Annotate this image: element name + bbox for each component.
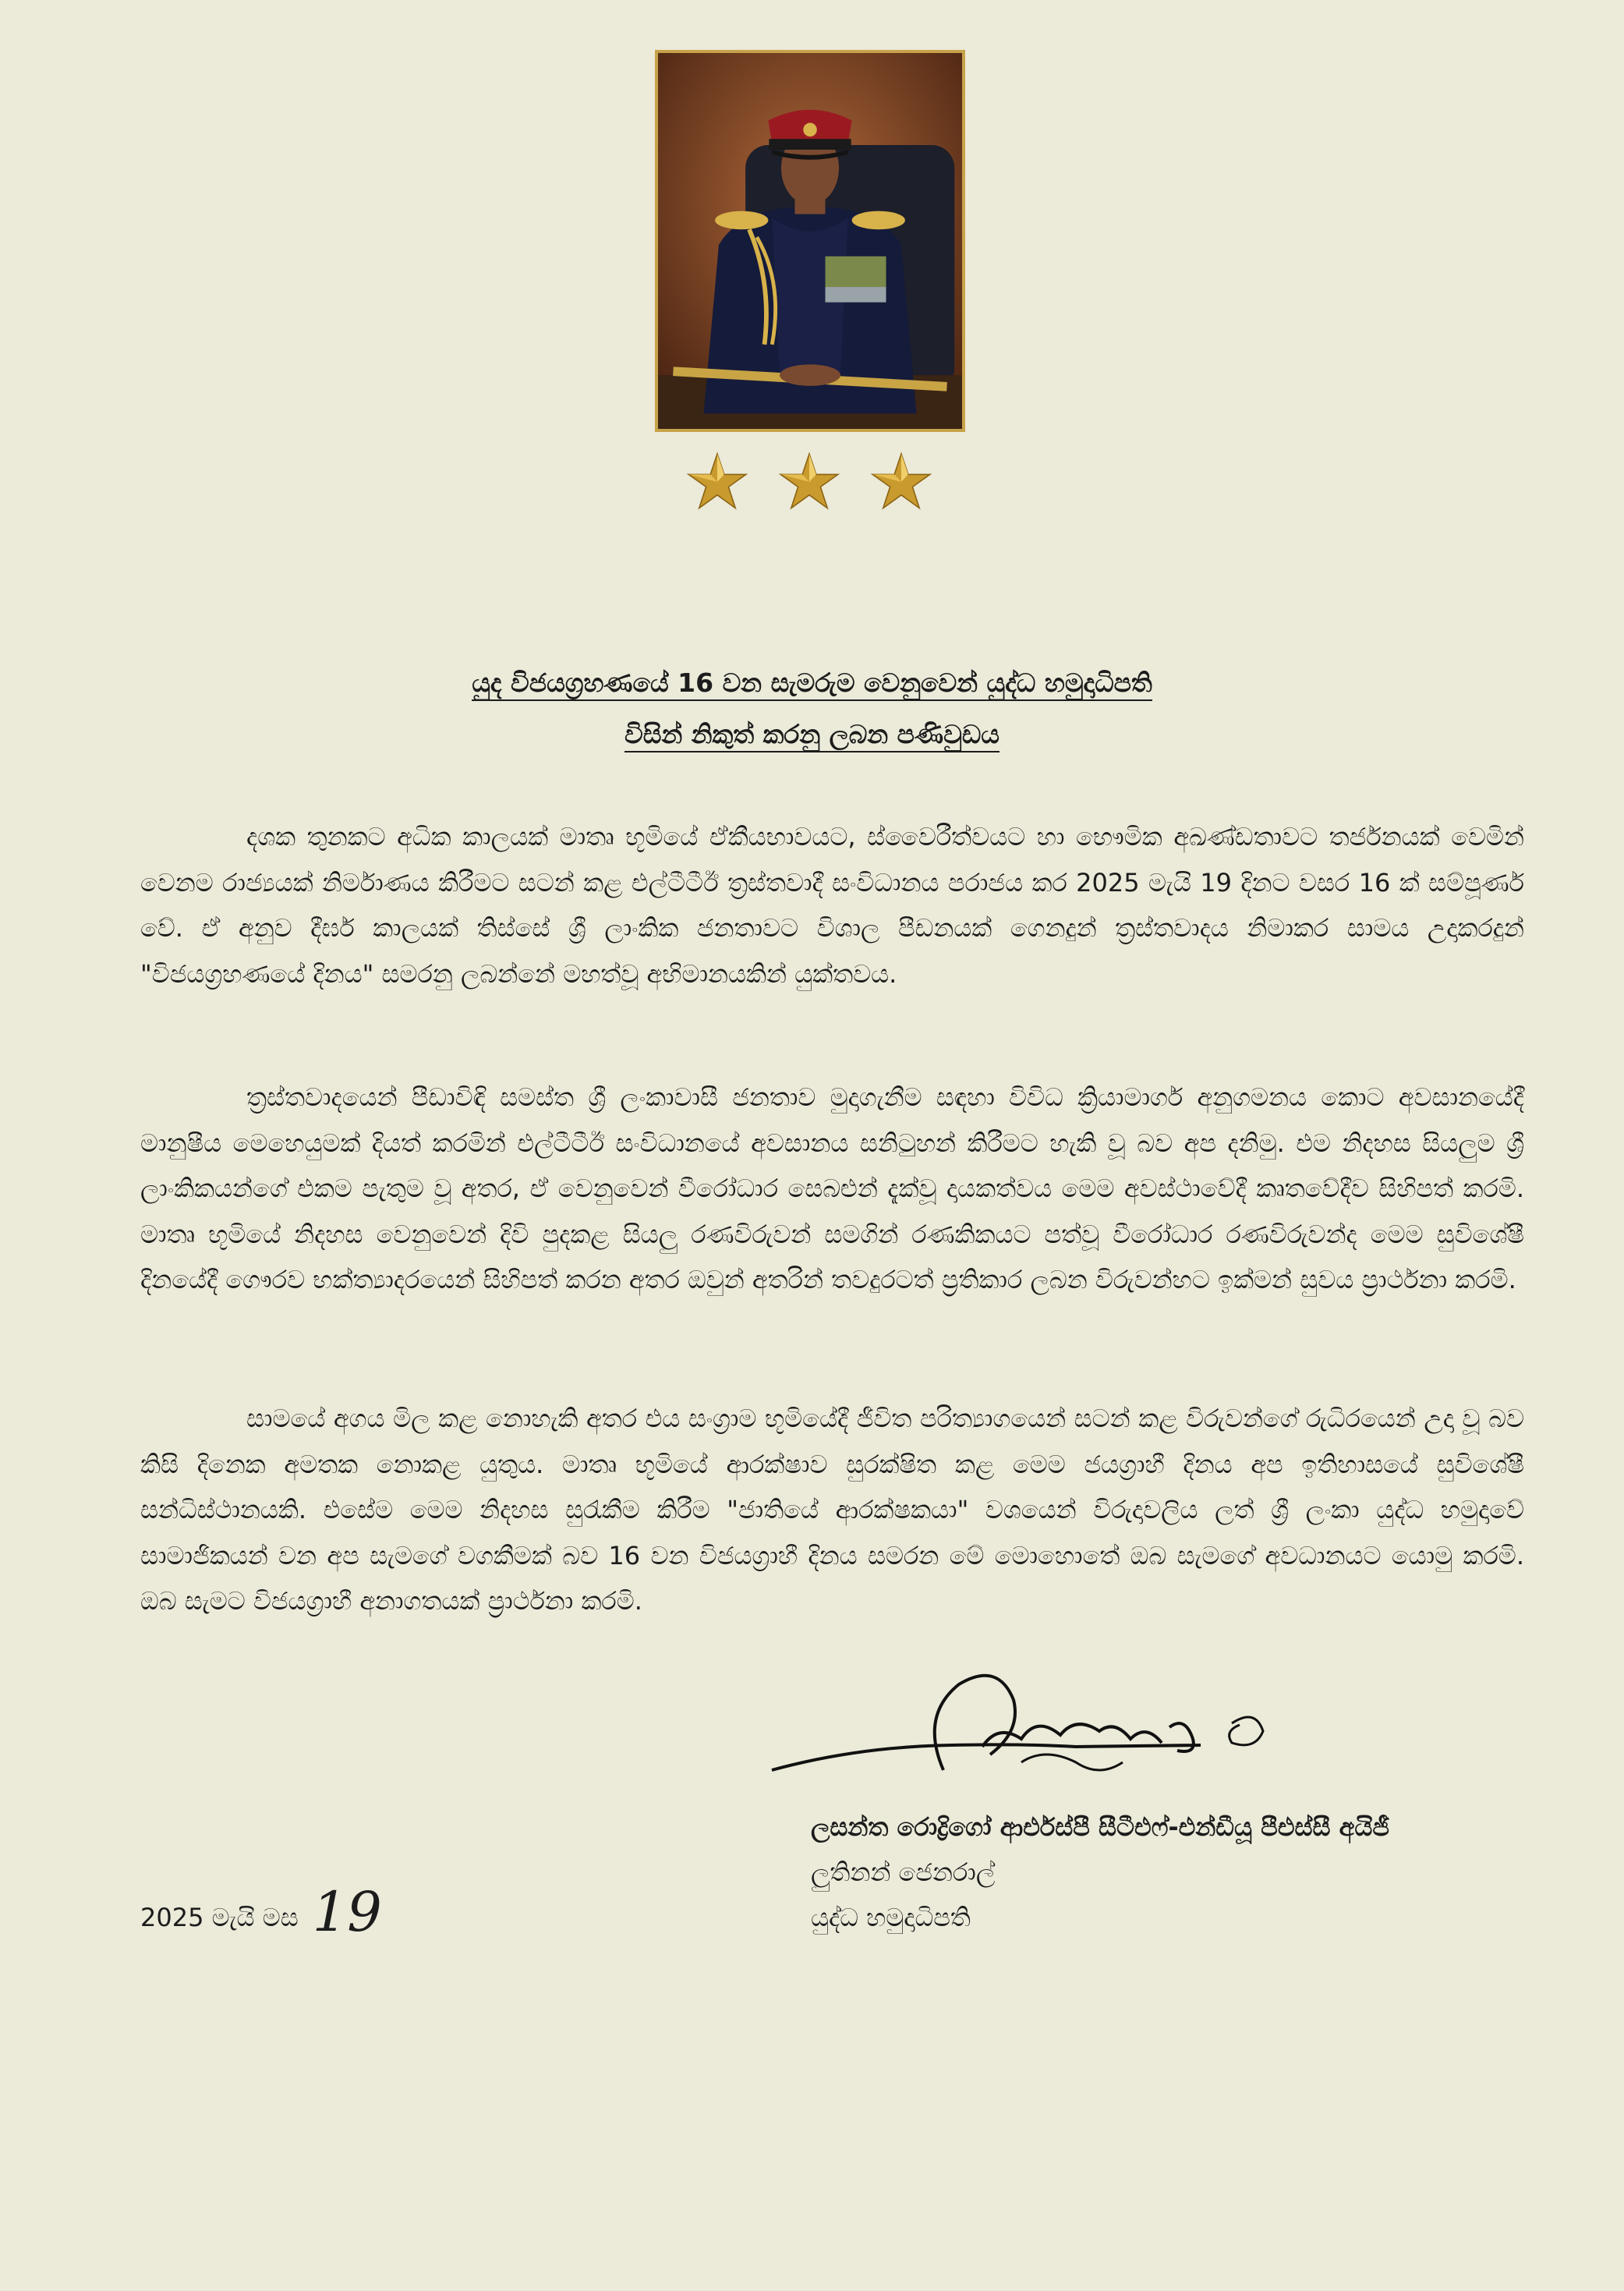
signer-block <box>811 1804 1389 1940</box>
signer-name: ලසන්ත රොද්‍රිගෝ ආර්එස්පී සීටීඑෆ්-එන්ඩීයූ පීඑස්සී අයිජී <box>811 1812 1390 1842</box>
signer-position: යුද්ධ හමුදාධිපති <box>811 1903 971 1932</box>
star-icon <box>778 451 840 513</box>
message-paragraph-3: සාමයේ අගය මිල කළ නොහැකි අතර එය සංග්‍රාම භූමියේදී ජීවිත පරිත්‍යාගයෙන් සටන් කළ විරුවන්ගේ රුධිරයෙන් උදා වූ බව කිසි දිනෙක අමතක නොකළ යුතුය. මාතෘ භූමියේ ආරක්ෂාව සුරක්ෂිත කළ මෙම ජයග්‍රාහී දිනය අප ඉතිහාසයේ සුවිශේෂී සන්ධිස්ථානයකි. එසේම මෙම නිදහස සුරැකීම කිරීම "ජාතියේ ආරක්ෂකයා" වශයෙන් විරුදාවලිය ලත් ශ්‍රී ලංකා යුද්ධ හමුදාවේ සාමාජිකයන් වන අප සැමගේ වගකීමක් බව 16 වන විජයග්‍රාහී දිනය සමරන මේ මොහොතේ ඔබ සැමගේ අවධානයට යොමු කරමි. ඔබ සැමට විජයග්‍රාහී අනාගතයක් ප්‍රාර්ථනා කරමි. <box>140 1404 1524 1616</box>
date-printed: 2025 මැයි මස <box>140 1903 299 1932</box>
star-icon <box>686 451 748 513</box>
star-icon <box>870 451 932 513</box>
date-handwritten-day: 19 <box>312 1880 382 1944</box>
handwritten-signature <box>764 1653 1294 1809</box>
message-paragraph-2: ත්‍රස්තවාදයෙන් පීඩාවිඳි සමස්ත ශ්‍රී ලංකාවාසී ජනතාව මුදාගැනීම සඳහා විවිධ ක්‍රියාමාර්ග අනුගමනය කොට අවසානයේදී මානුෂීය මෙහෙයුමක් දියත් කරමින් එල්ටීටීඊ සංවිධානයේ අවසානය සනිටුහන් කිරීමට හැකි වූ බව අප දනිමු. එම නිදහස සියලුම ශ්‍රී ලාංකිකයන්ගේ එකම පැතුම වූ අතර, ඒ වෙනුවෙන් වීරෝධාර සෙබළුන් දැක්වූ දායකත්වය මෙම අවස්ථාවේදී කෘතවේදීව සිහිපත් කරමි. මාතෘ භූමියේ නිදහස වෙනුවෙන් දිවි පුදකළ සියලු රණවිරුවන් සමගින් රණකිකයට පත්වූ වීරෝධාර රණවිරුවන්ද මෙම සුවිශේෂී දිනයේදී ගෞරව භක්ත්‍යාදරයෙන් සිහිපත් කරන අතර ඔවුන් අතරින් තවදුරටත් ප්‍රතිකාර ලබන විරුවන්හට ඉක්මන් සුවය ප්‍රාර්ථනා කරමි. <box>140 1082 1524 1294</box>
signer-rank: ලුතිනන් ජෙනරාල් <box>811 1857 996 1887</box>
issue-date <box>140 1881 382 1949</box>
general-rank-stars <box>678 451 943 513</box>
message-title-line-2: විසින් නිකුත් කරනු ලබන පණිවුඩය <box>140 713 1484 756</box>
message-paragraph-1: දශක තුනකට අධික කාලයක් මාතෘ භූමියේ ඒකීයභාවයට, ස්වෛරීත්වයට හා භෞමික අඛණ්ඩතාවට තර්ජනයක් වෙමින් වෙනම රාජ්‍යයක් නිර්මාණය කිරීමට සටන් කළ එල්ටීටීඊ ත්‍රස්තවාදී සංවිධානය පරාජය කර 2025 මැයි 19 දිනට වසර 16 ක් සම්පූර්ණ වේ. ඒ අනුව දීර්ඝ කාලයක් තිස්සේ ශ්‍රී ලාංකික ජනතාවට විශාල පීඩනයක් ගෙනදුන් ත්‍රස්තවාදය නිමාකර සාමය උදාකරදුන් "විජයග්‍රහණයේ දිනය" සමරනු ලබන්නේ මහත්වූ අභිමානයකින් යුක්තවය. <box>140 822 1524 989</box>
message-title-line-1: යුද විජයග්‍රහණයේ 16 වන සැමරුම වෙනුවෙන් යුද්ධ හමුදාධිපති <box>140 661 1484 705</box>
commander-portrait <box>655 50 965 432</box>
